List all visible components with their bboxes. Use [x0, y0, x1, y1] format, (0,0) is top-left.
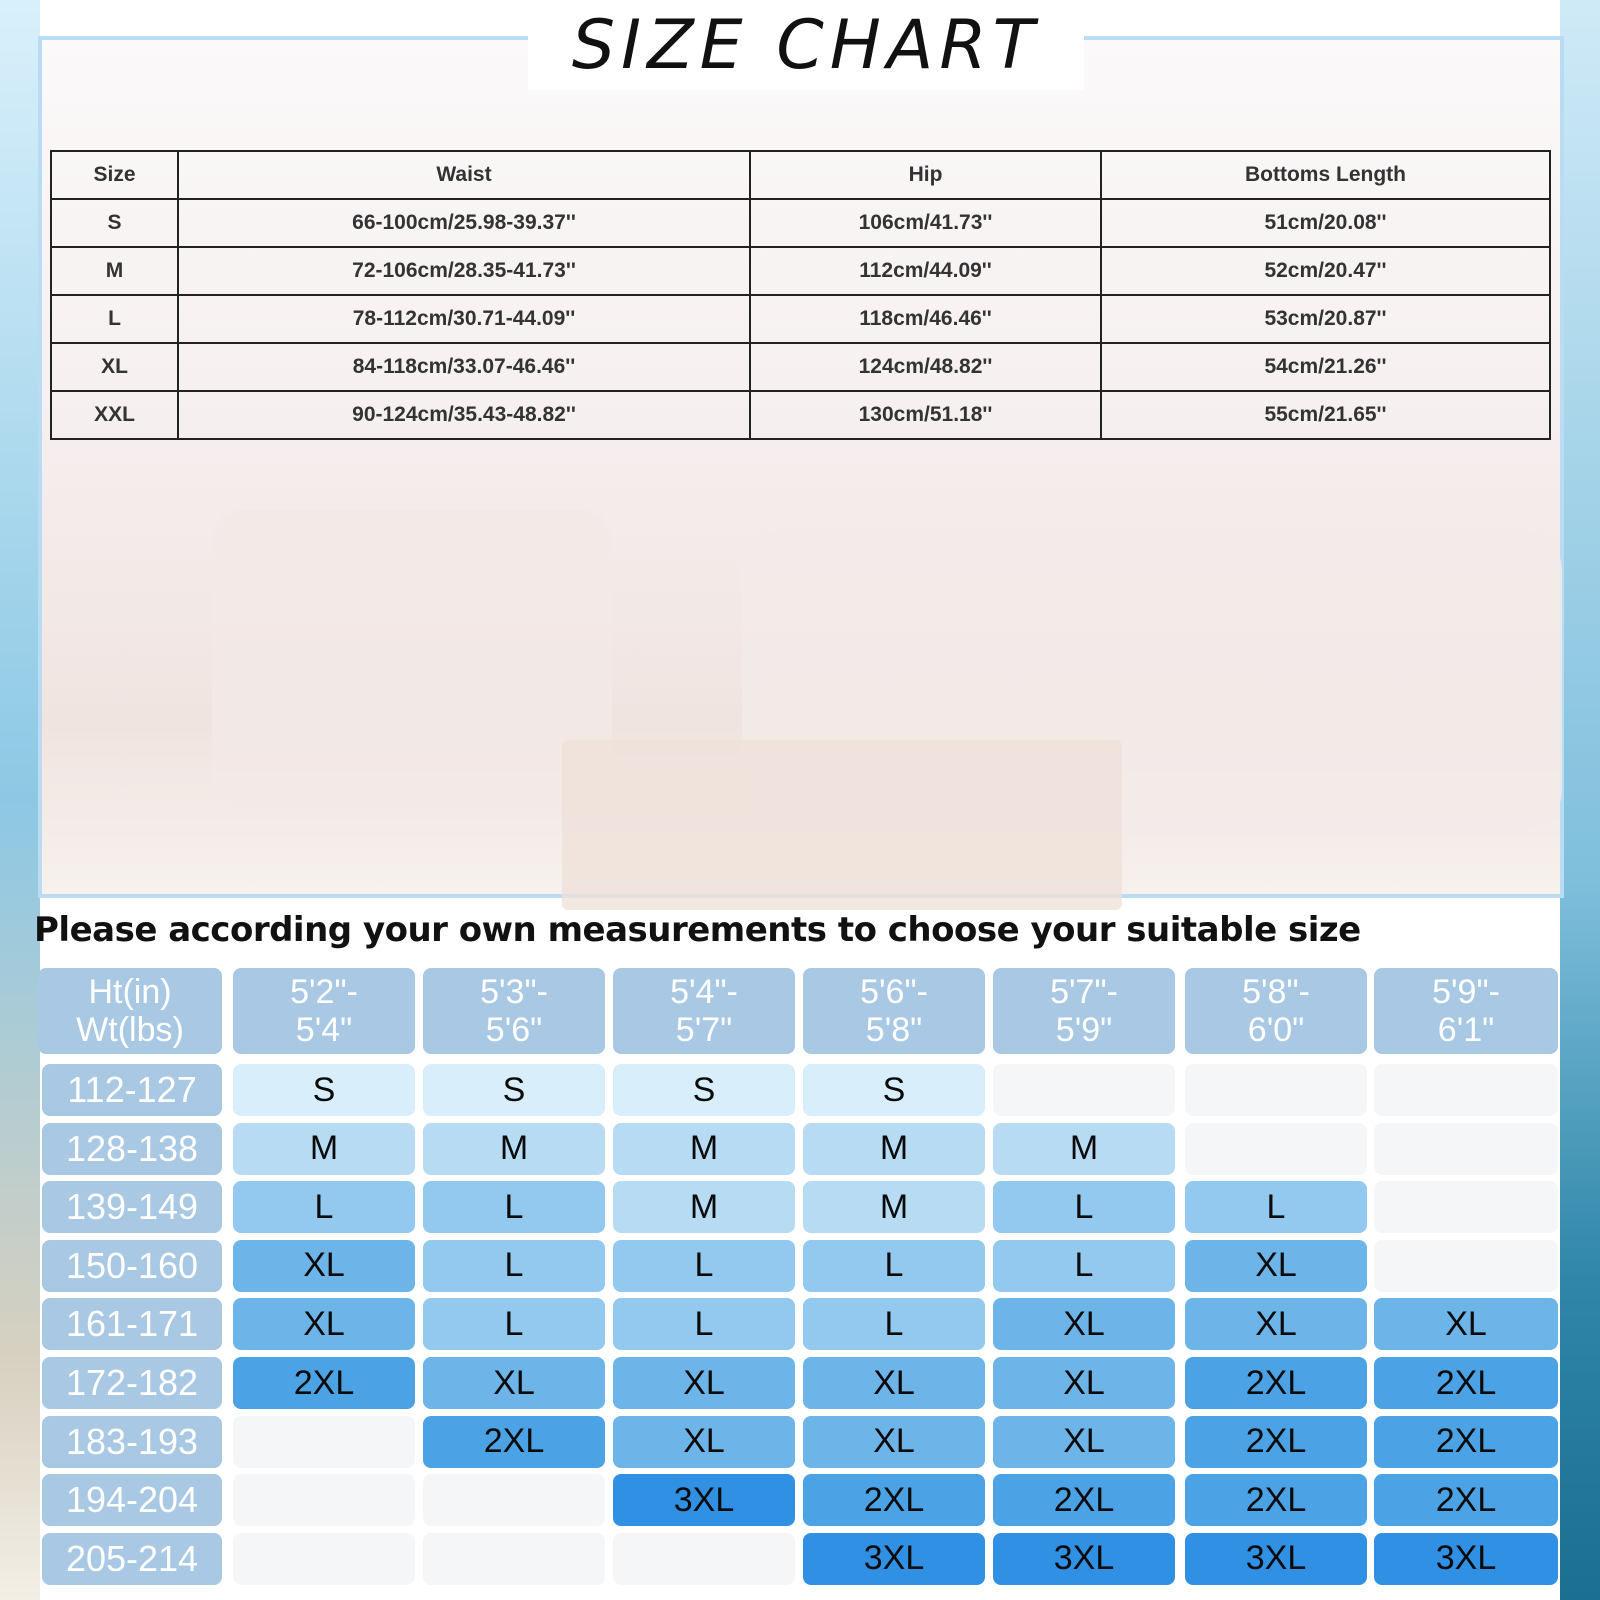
size-cell: XL: [1185, 1240, 1367, 1292]
size-cell: L: [803, 1298, 985, 1350]
size-cell: L: [423, 1240, 605, 1292]
size-cell: XL: [993, 1357, 1175, 1409]
height-range-start: 5'3"-: [480, 973, 548, 1011]
background-left-strip: [0, 0, 40, 1600]
size-cell: 3XL: [613, 1474, 795, 1526]
height-header: [993, 968, 1175, 1054]
size-cell: 2XL: [1374, 1357, 1558, 1409]
height-header: [233, 968, 415, 1054]
size-cell: L: [613, 1298, 795, 1350]
empty-cell: [423, 1533, 605, 1585]
measurement-table: [50, 150, 1551, 440]
header-waist: Waist: [178, 151, 750, 199]
size-cell: M: [993, 1123, 1175, 1175]
weight-header: 139-149: [42, 1181, 222, 1233]
height-range-start: 5'4"-: [670, 973, 738, 1011]
waist-cell: 78-112cm/30.71-44.09'': [178, 295, 750, 343]
height-range-end: 5'6": [485, 1011, 543, 1049]
size-cell: M: [613, 1123, 795, 1175]
size-cell: 2XL: [1374, 1474, 1558, 1526]
weight-header: 161-171: [42, 1298, 222, 1350]
background-right-strip: [1560, 0, 1600, 1600]
size-cell: XL: [1374, 1298, 1558, 1350]
size-cell: S: [803, 1064, 985, 1116]
coffee-table-shape: [562, 740, 1122, 910]
header-bottoms-length: Bottoms Length: [1101, 151, 1550, 199]
size-cell: 2XL: [803, 1474, 985, 1526]
size-cell: XL: [1185, 1298, 1367, 1350]
length-cell: 54cm/21.26'': [1101, 343, 1550, 391]
waist-cell: 66-100cm/25.98-39.37'': [178, 199, 750, 247]
size-cell: XL: [613, 1357, 795, 1409]
hip-cell: 130cm/51.18'': [750, 391, 1101, 439]
size-cell: 2XL: [423, 1416, 605, 1468]
length-cell: 52cm/20.47'': [1101, 247, 1550, 295]
size-cell: 3XL: [803, 1533, 985, 1585]
size-cell: L: [1185, 1181, 1367, 1233]
size-guide-heading: Please according your own measurements to choose your suitable size: [34, 910, 1361, 950]
size-cell: 3XL: [1185, 1533, 1367, 1585]
empty-cell: [233, 1416, 415, 1468]
hip-cell: 118cm/46.46'': [750, 295, 1101, 343]
size-cell: L: [803, 1240, 985, 1292]
waist-cell: 84-118cm/33.07-46.46'': [178, 343, 750, 391]
empty-cell: [993, 1064, 1175, 1116]
empty-cell: [1185, 1064, 1367, 1116]
page-title: SIZE CHART: [571, 5, 1041, 85]
table-row: [51, 391, 1550, 439]
empty-cell: [233, 1474, 415, 1526]
measurement-header-row: [51, 151, 1550, 199]
length-cell: 55cm/21.65'': [1101, 391, 1550, 439]
size-cell: S: [423, 1064, 605, 1116]
size-cell: L: [233, 1181, 415, 1233]
size-cell: M: [423, 1123, 605, 1175]
size-cell: L: [993, 1181, 1175, 1233]
size-cell: XL: [233, 1240, 415, 1292]
size-cell: 2XL: [1185, 1474, 1367, 1526]
height-range-end: 5'8": [865, 1011, 923, 1049]
size-cell: S: [233, 1064, 415, 1116]
height-range-end: 5'7": [675, 1011, 733, 1049]
height-header: [1374, 968, 1558, 1054]
height-range-end: 5'9": [1055, 1011, 1113, 1049]
table-row: [51, 247, 1550, 295]
height-range-start: 5'9"-: [1432, 973, 1500, 1011]
size-cell: L: [423, 1298, 605, 1350]
hip-cell: 124cm/48.82'': [750, 343, 1101, 391]
size-cell: M: [613, 1181, 795, 1233]
height-header: [803, 968, 985, 1054]
size-cell: XL: [613, 1416, 795, 1468]
weight-header: 205-214: [42, 1533, 222, 1585]
size-cell: 2XL: [233, 1357, 415, 1409]
corner-header: [38, 968, 222, 1054]
size-cell: XL: [803, 1416, 985, 1468]
size-cell: S: [613, 1064, 795, 1116]
height-header: [423, 968, 605, 1054]
size-cell: XL: [993, 1298, 1175, 1350]
weight-unit-label: Wt(lbs): [76, 1011, 184, 1049]
size-cell: 2XL: [1185, 1416, 1367, 1468]
size-cell: L: [423, 1181, 605, 1233]
size-cell: L: [51, 295, 178, 343]
hip-cell: 112cm/44.09'': [750, 247, 1101, 295]
size-cell: 2XL: [993, 1474, 1175, 1526]
height-range-start: 5'2"-: [290, 973, 358, 1011]
weight-header: 150-160: [42, 1240, 222, 1292]
weight-header: 172-182: [42, 1357, 222, 1409]
size-cell: M: [803, 1181, 985, 1233]
size-cell: 2XL: [1185, 1357, 1367, 1409]
height-header: [1185, 968, 1367, 1054]
size-cell: L: [993, 1240, 1175, 1292]
weight-header: 128-138: [42, 1123, 222, 1175]
height-range-start: 5'6"-: [860, 973, 928, 1011]
size-cell: 3XL: [1374, 1533, 1558, 1585]
height-range-end: 6'0": [1247, 1011, 1305, 1049]
waist-cell: 72-106cm/28.35-41.73'': [178, 247, 750, 295]
empty-cell: [1185, 1123, 1367, 1175]
weight-header: 112-127: [42, 1064, 222, 1116]
length-cell: 51cm/20.08'': [1101, 199, 1550, 247]
size-cell: XL: [423, 1357, 605, 1409]
header-size: Size: [51, 151, 178, 199]
armchair-shape: [212, 510, 612, 810]
empty-cell: [233, 1533, 415, 1585]
length-cell: 53cm/20.87'': [1101, 295, 1550, 343]
height-range-start: 5'8"-: [1242, 973, 1310, 1011]
empty-cell: [1374, 1123, 1558, 1175]
weight-header: 194-204: [42, 1474, 222, 1526]
empty-cell: [1374, 1240, 1558, 1292]
height-unit-label: Ht(in): [88, 973, 172, 1011]
table-row: [51, 343, 1550, 391]
empty-cell: [1374, 1181, 1558, 1233]
size-cell: XL: [993, 1416, 1175, 1468]
table-row: [51, 199, 1550, 247]
weight-header: 183-193: [42, 1416, 222, 1468]
height-range-end: 6'1": [1437, 1011, 1495, 1049]
table-row: [51, 295, 1550, 343]
empty-cell: [423, 1474, 605, 1526]
height-header: [613, 968, 795, 1054]
empty-cell: [613, 1533, 795, 1585]
size-cell: 3XL: [993, 1533, 1175, 1585]
header-hip: Hip: [750, 151, 1101, 199]
hip-cell: 106cm/41.73'': [750, 199, 1101, 247]
height-range-end: 5'4": [295, 1011, 353, 1049]
size-cell: M: [51, 247, 178, 295]
empty-cell: [1374, 1064, 1558, 1116]
size-cell: XXL: [51, 391, 178, 439]
size-cell: XL: [233, 1298, 415, 1350]
size-cell: XL: [51, 343, 178, 391]
size-cell: L: [613, 1240, 795, 1292]
height-range-start: 5'7"-: [1050, 973, 1118, 1011]
size-cell: XL: [803, 1357, 985, 1409]
size-cell: S: [51, 199, 178, 247]
size-cell: M: [803, 1123, 985, 1175]
size-cell: M: [233, 1123, 415, 1175]
title-banner: [528, 0, 1084, 90]
waist-cell: 90-124cm/35.43-48.82'': [178, 391, 750, 439]
size-cell: 2XL: [1374, 1416, 1558, 1468]
